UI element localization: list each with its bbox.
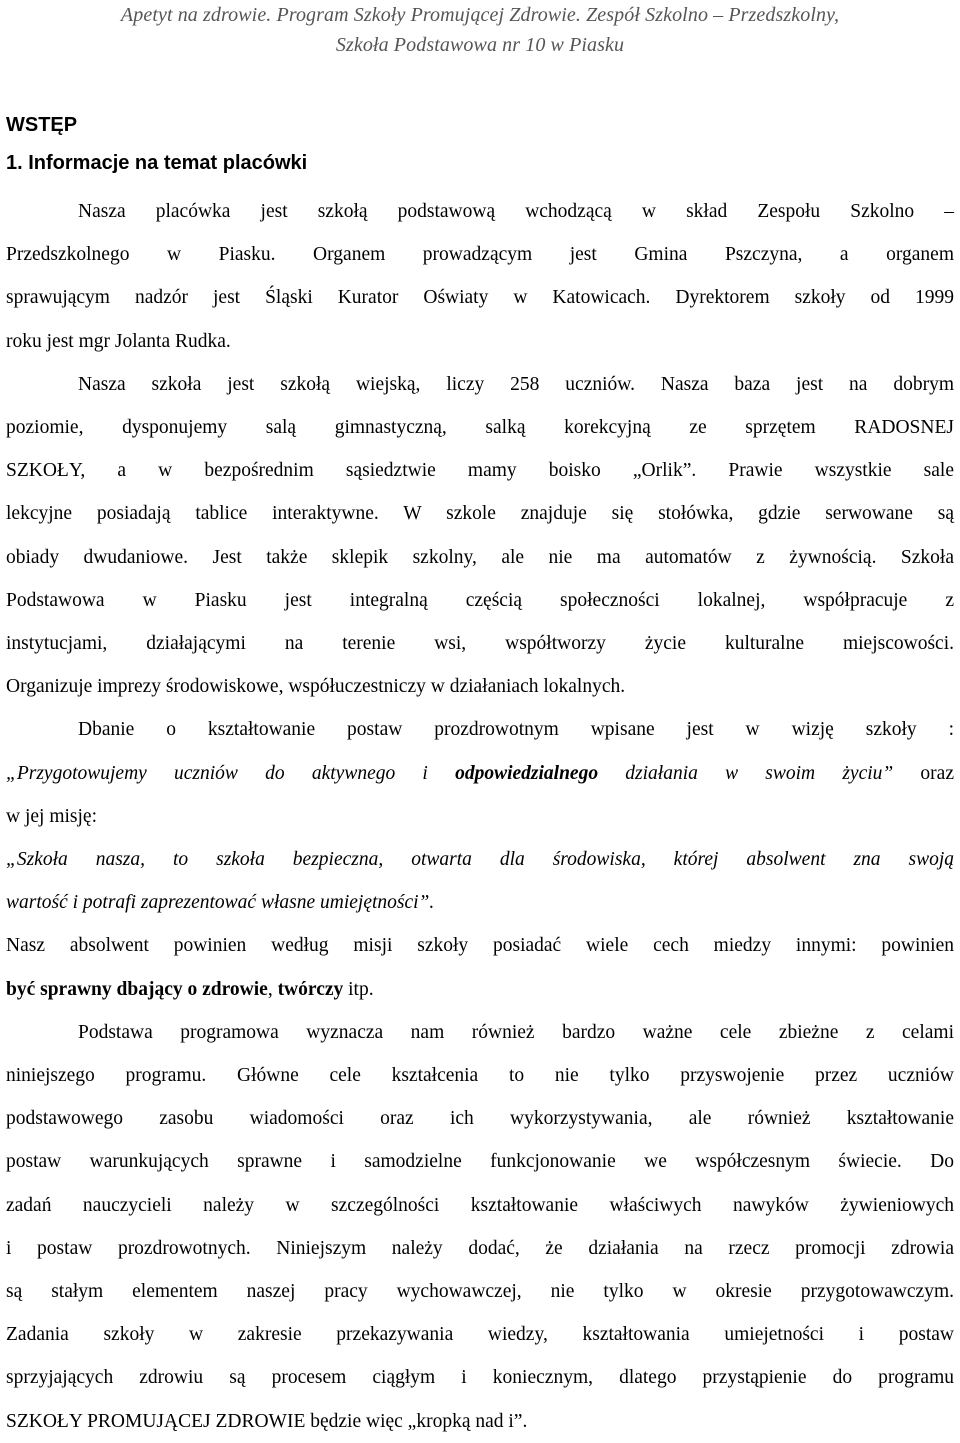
text-line: roku jest mgr Jolanta Rudka. [6,330,231,352]
header-line-1: Apetyt na zdrowie. Program Szkoły Promującej Zdrowie. Zespół Szkolno – Przedszkolny, [120,4,840,26]
trait-bold: twórczy [277,978,344,1000]
traits-line [6,968,954,1011]
text-line: Zadania szkoły w zakresie przekazywania wiedzy, kształtowania umiejetności i postaw [6,1324,954,1346]
separator: , [267,978,278,1000]
text-line: są stałym elementem naszej pracy wychowawczej, nie tylko w okresie przygotowawczym. [6,1281,954,1303]
text-line: Podstawowa w Piasku jest integralną częścią społeczności lokalnej, współpracuje z [6,589,954,611]
text-line: SZKOŁY, a w bezpośrednim sąsiedztwie mamy boisko „Orlik”. Prawie wszystkie sale [6,460,954,482]
mission-line: „Szkoła nasza, to szkoła bezpieczna, otwarta dla środowiska, której absolwent zna swoją [6,849,954,871]
text-line: Nasz absolwent powinien według misji szkoły posiadać wiele cech miedzy innymi: powinien [6,935,954,957]
vision-quote-start: „Przygotowujemy uczniów do aktywnego i [6,762,456,784]
text-line: obiady dwudaniowe. Jest także sklepik szkolny, ale nie ma automatów z żywnością. Szkoła [6,546,954,568]
vision-suffix: oraz [893,762,954,784]
suffix: itp. [343,978,374,1000]
text-line: i postaw prozdrowotnych. Niniejszym należy dodać, że działania na rzecz promocji zdrowia [6,1237,954,1259]
vision-line [6,752,954,795]
header-line-2: Szkoła Podstawowa nr 10 w Piasku [335,34,625,56]
vision-quote-end: działania w swoim życiu” [598,762,894,784]
vision-quote-bold: odpowiedzialnego [455,762,599,784]
text-line: zadań nauczycieli należy w szczególności kształtowanie właściwych nawyków żywieniowych [6,1194,954,1216]
text-line: Nasza szkoła jest szkołą wiejską, liczy 258 uczniów. Nasza baza jest na dobrym [78,373,954,395]
text-line: w jej misję: [6,805,97,827]
body-text [6,190,954,1443]
running-header [6,0,954,60]
trait-bold: być sprawny dbający o zdrowie [6,978,268,1000]
mission-line: wartość i potrafi zaprezentować własne umiejętności”. [6,892,435,914]
text-line: poziomie, dysponujemy salą gimnastyczną, salką korekcyjną ze sprzętem RADOSNEJ [6,417,954,439]
text-line: sprzyjających zdrowiu są procesem ciągłym i koniecznym, dlatego przystąpienie do programu [6,1367,954,1389]
text-line: Nasza placówka jest szkołą podstawową wchodzącą w skład Zespołu Szkolno – [78,201,954,222]
text-line: postaw warunkujących sprawne i samodzielne funkcjonowanie we współczesnym świecie. Do [6,1151,954,1173]
text-line: instytucjami, działającymi na terenie wsi, współtworzy życie kulturalne miejscowości. [6,633,954,655]
section-heading: 1. Informacje na temat placówki [6,152,308,174]
text-line: sprawującym nadzór jest Śląski Kurator Oświaty w Katowicach. Dyrektorem szkoły od 1999 [6,287,954,309]
text-line: Dbanie o kształtowanie postaw prozdrowotnym wpisane jest w wizję szkoły : [78,719,954,741]
text-line: lekcyjne posiadają tablice interaktywne. W szkole znajduje się stołówka, gdzie serwowane są [6,503,954,525]
text-line: Podstawa programowa wyznacza nam również bardzo ważne cele zbieżne z celami [78,1021,954,1043]
intro-heading: WSTĘP [6,114,78,136]
text-line: SZKOŁY PROMUJĄCEJ ZDROWIE będzie więc „kropką nad i”. [6,1410,528,1432]
text-line: podstawowego zasobu wiadomości oraz ich wykorzystywania, ale również kształtowanie [6,1108,954,1130]
text-line: Przedszkolnego w Piasku. Organem prowadzącym jest Gmina Pszczyna, a organem [6,244,954,266]
text-line: Organizuje imprezy środowiskowe, współuczestniczy w działaniach lokalnych. [6,676,626,698]
text-line: niniejszego programu. Główne cele kształcenia to nie tylko przyswojenie przez uczniów [6,1065,954,1087]
